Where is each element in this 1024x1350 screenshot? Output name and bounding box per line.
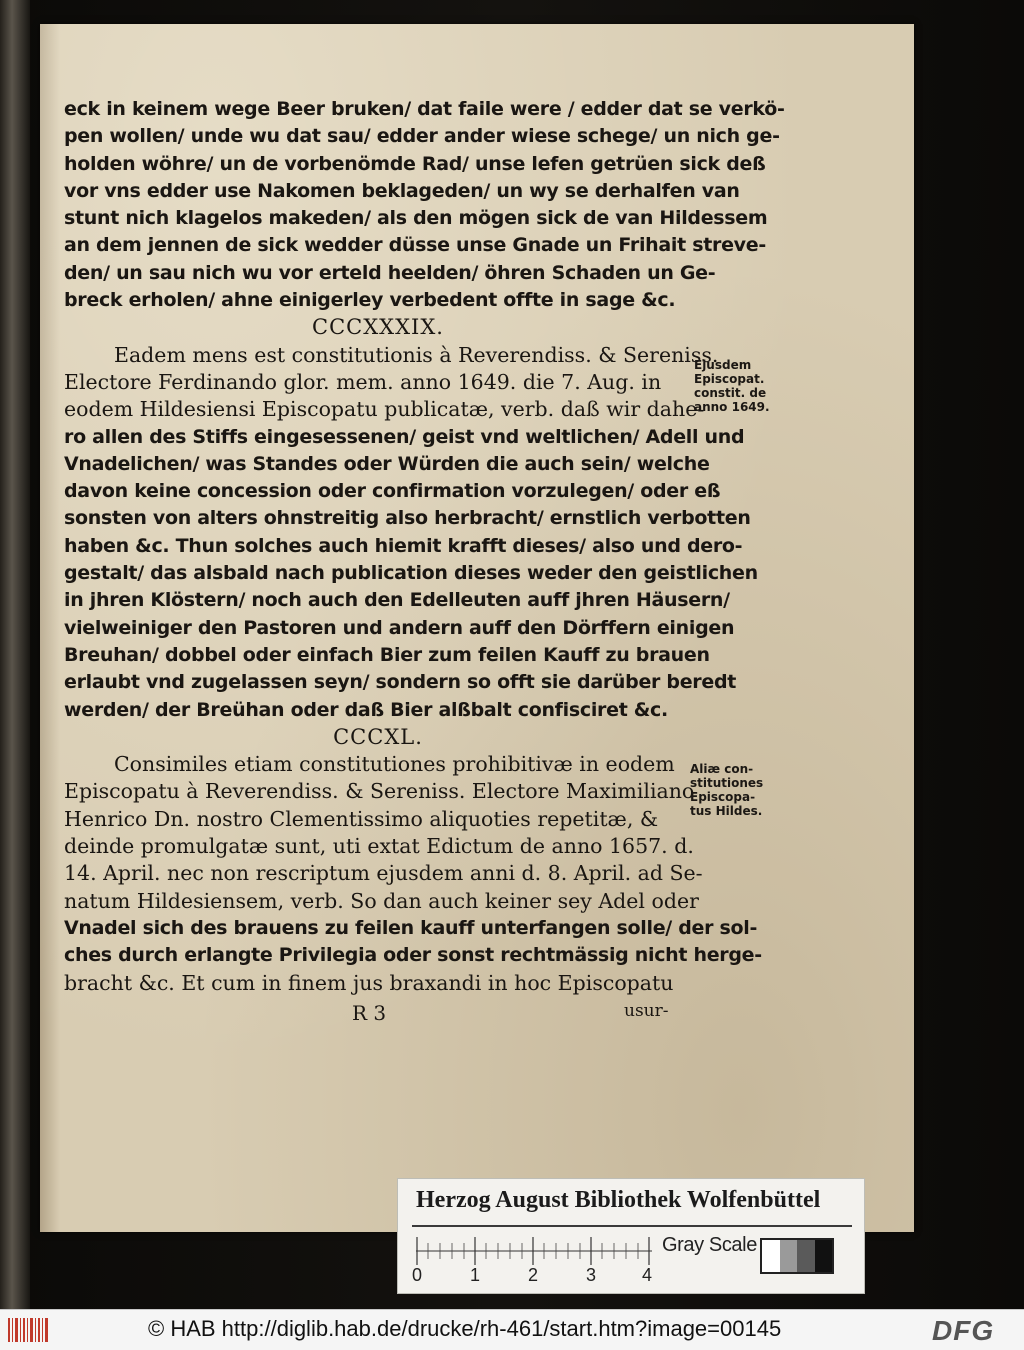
text-line: Eadem mens est constitutionis à Reverendiss. & Sereniss. bbox=[114, 342, 719, 367]
footer-bar bbox=[0, 1309, 1024, 1350]
text-line: Henrico Dn. nostro Clementissimo aliquoties repetitæ, & bbox=[64, 806, 659, 831]
margin-note-line: constit. de bbox=[694, 386, 767, 400]
text-line: deinde promulgatæ sunt, uti extat Edictum de anno 1657. d. bbox=[64, 834, 694, 859]
text-line: erlaubt vnd zugelassen seyn/ sondern so offt sie darüber beredt bbox=[64, 671, 737, 694]
text-line: Consimiles etiam constitutiones prohibitivæ in eodem bbox=[114, 752, 675, 777]
signature-mark: R 3 bbox=[352, 1001, 387, 1025]
margin-note-line: tus Hildes. bbox=[690, 804, 763, 818]
text-line: eck in keinem wege Beer bruken/ dat faile were / edder dat se verkö- bbox=[64, 98, 785, 120]
gray-scale-label: Gray Scale bbox=[662, 1234, 757, 1256]
ruler-number: 4 bbox=[642, 1265, 653, 1285]
margin-note-line: stitutiones bbox=[690, 776, 764, 790]
margin-note-line: Episcopat. bbox=[694, 372, 765, 386]
gray-swatch bbox=[815, 1240, 833, 1272]
margin-note-line: Episcopa- bbox=[690, 790, 756, 804]
label-divider bbox=[412, 1225, 852, 1227]
gray-swatch bbox=[780, 1240, 798, 1272]
margin-note-line: anno 1649. bbox=[694, 400, 770, 414]
library-name: Herzog August Bibliothek Wolfenbüttel bbox=[416, 1187, 821, 1213]
text-line: holden wöhre/ un de vorbenömde Rad/ unse lefen getrüen sick deß bbox=[64, 152, 766, 175]
text-line: bracht &c. Et cum in finem jus braxandi in hoc Episcopatu bbox=[64, 970, 674, 995]
text-line: Electore Ferdinando glor. mem. anno 1649. die 7. Aug. in bbox=[64, 369, 662, 394]
text-line: breck erholen/ ahne einigerley verbedent offte in sage &c. bbox=[64, 289, 676, 312]
ruler-number: 3 bbox=[586, 1265, 597, 1285]
margin-note-line: Ejusdem bbox=[694, 358, 752, 372]
ruler-number: 1 bbox=[470, 1265, 481, 1285]
text-line: in jhren Klöstern/ noch auch den Edelleuten auff jhren Häusern/ bbox=[64, 589, 730, 612]
text-line: werden/ der Breühan oder daß Bier alßbalt confisciret &c. bbox=[64, 698, 668, 721]
text-line: an dem jennen de sick wedder düsse unse Gnade un Frihait streve- bbox=[64, 234, 766, 257]
gray-swatch bbox=[762, 1240, 780, 1272]
text-line: 14. April. nec non rescriptum ejusdem anni d. 8. April. ad Se- bbox=[64, 861, 703, 886]
text-line: natum Hildesiensem, verb. So dan auch keiner sey Adel oder bbox=[64, 888, 699, 913]
margin-note-line: Aliæ con- bbox=[690, 762, 754, 776]
text-line: Episcopatu à Reverendiss. & Sereniss. Electore Maximiliano bbox=[64, 779, 695, 804]
margin-note-1 bbox=[694, 358, 770, 414]
text-line: ro allen des Stiffs eingesessenen/ geist vnd weltlichen/ Adell und bbox=[64, 425, 745, 448]
text-line: Vnadelichen/ was Standes oder Würden die auch sein/ welche bbox=[64, 452, 710, 475]
text-line: Vnadel sich des brauens zu feilen kauff unterfangen solle/ der sol- bbox=[64, 916, 758, 939]
text-line: ches durch erlangte Privilegia oder sonst rechtmässig nicht herge- bbox=[64, 944, 762, 967]
ruler-scale bbox=[416, 1237, 652, 1265]
section-heading: CCCXL. bbox=[333, 724, 423, 749]
gray-scale-swatches bbox=[760, 1238, 834, 1274]
text-line: Breuhan/ dobbel oder einfach Bier zum feilen Kauff zu brauen bbox=[64, 643, 710, 666]
library-label-card bbox=[397, 1178, 865, 1294]
ruler-number: 2 bbox=[528, 1265, 539, 1285]
barcode-icon bbox=[8, 1318, 48, 1342]
text-line: vielweiniger den Pastoren und andern auff den Dörffern einigen bbox=[64, 616, 735, 639]
margin-note-2 bbox=[690, 762, 763, 818]
text-line: den/ un sau nich wu vor erteld heelden/ öhren Schaden un Ge- bbox=[64, 261, 716, 284]
dfg-logo: DFG bbox=[932, 1315, 995, 1346]
ruler-number: 0 bbox=[412, 1265, 423, 1285]
text-line: gestalt/ das alsbald nach publication dieses weder den geistlichen bbox=[64, 562, 758, 585]
gray-swatch bbox=[797, 1240, 815, 1272]
text-line: haben &c. Thun solches auch hiemit krafft dieses/ also und dero- bbox=[64, 534, 743, 557]
section-heading: CCCXXXIX. bbox=[312, 315, 444, 340]
text-line: sonsten von alters ohnstreitig also herbracht/ ernstlich verbotten bbox=[64, 507, 751, 530]
text-line: davon keine concession oder confirmation vorzulegen/ oder eß bbox=[64, 480, 721, 503]
text-line: pen wollen/ unde wu dat sau/ edder ander wiese schege/ un nich ge- bbox=[64, 125, 780, 148]
text-line: vor vns edder use Nakomen beklageden/ un wy se derhalfen van bbox=[64, 179, 740, 202]
text-line: stunt nich klagelos makeden/ als den mögen sick de van Hildessem bbox=[64, 207, 768, 230]
copyright-link[interactable]: © HAB http://diglib.hab.de/drucke/rh-461/start.htm?image=00145 bbox=[148, 1316, 782, 1341]
facing-page-edge bbox=[0, 0, 30, 1309]
catchword: usur- bbox=[624, 1001, 669, 1021]
text-line: eodem Hildesiensi Episcopatu publicatæ, verb. daß wir dahe- bbox=[64, 397, 705, 422]
